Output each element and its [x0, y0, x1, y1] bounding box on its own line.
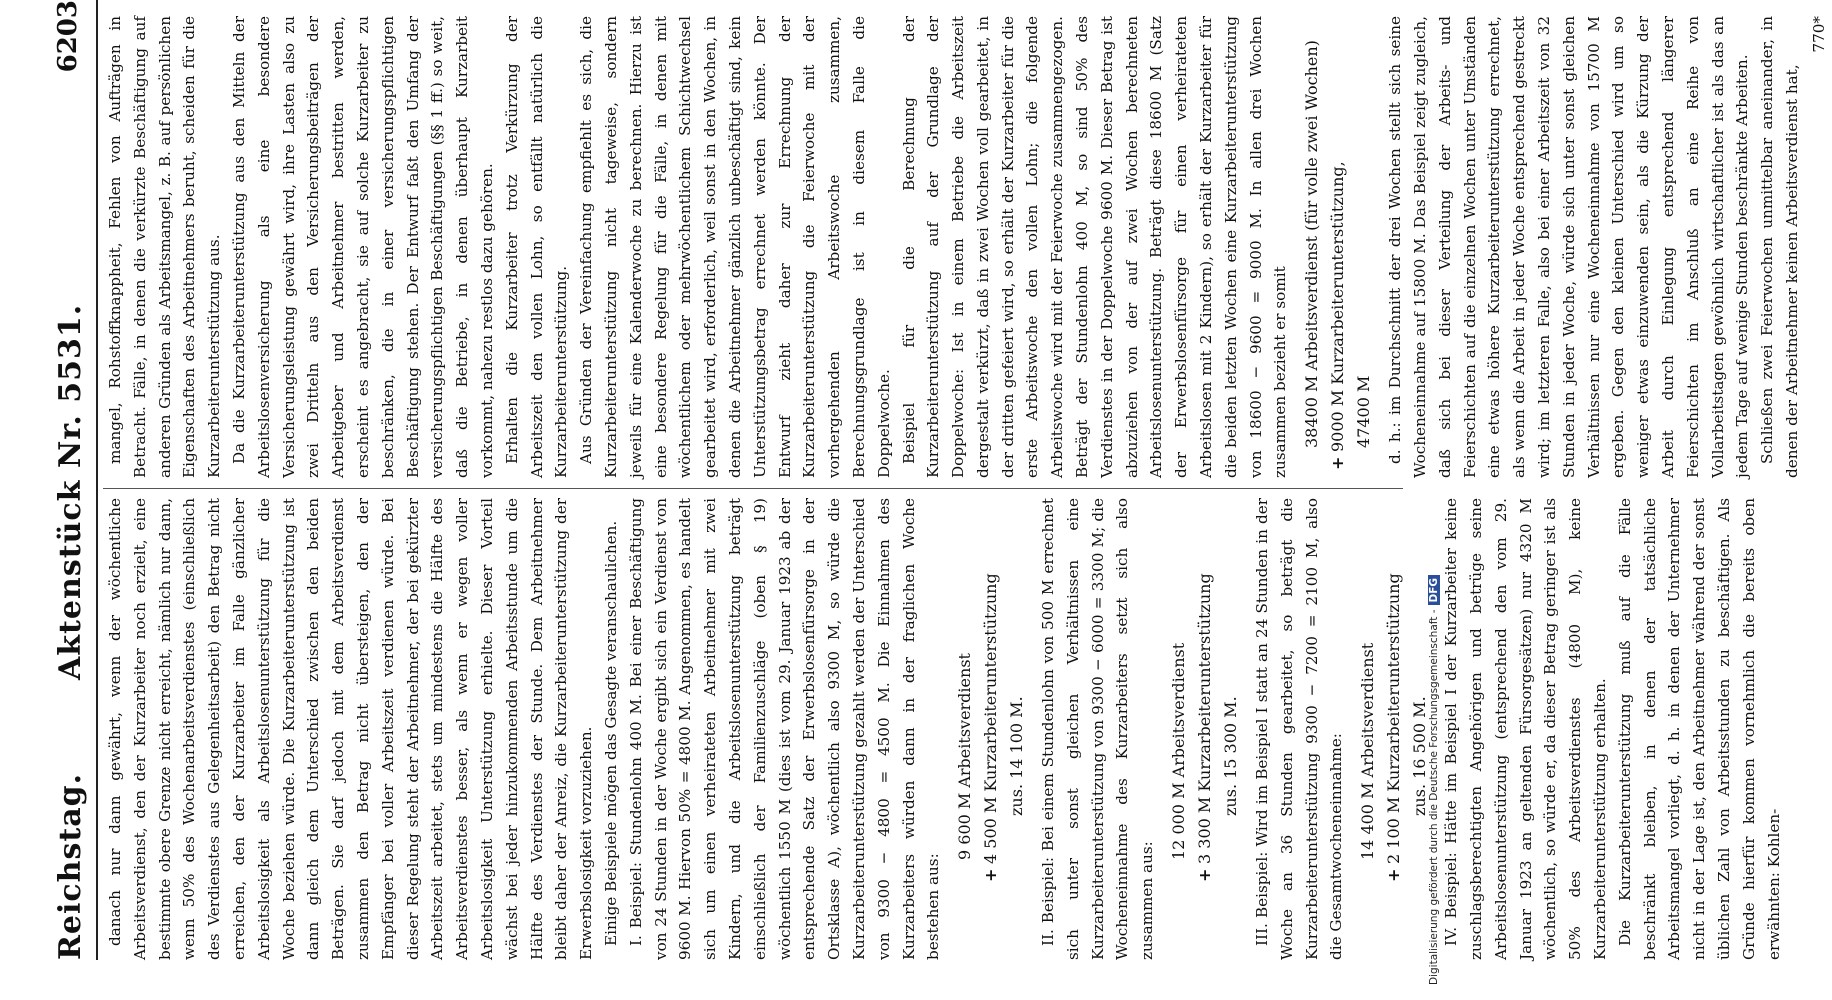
paragraph: I. Beispiel: Stundenlohn 400 M. Bei einer Beschäftigung von 24 Stunden in der Woche ergibt sich ein Verdienst von 9600 M. Hiervon 50% = 4800 M. Angenommen, es handelt sich um einen verheirateten Arbeitnehmer mit zwei Kindern, und die Arbeitslosenunterstützung beträgt einschließlich der Familienzuschläge (oben § 19) wöchentlich 1550 M (dies ist vom 29. Januar 1923 ab der entsprechende Satz der Erwerbslosenfürsorge in der Ortsklasse A), wöchentlich also 9300 M, so würde die Kurzarbeiterunterstützung gezahlt werden der Unterschied von 9300 − 4800 = 4500 M. Die Einnahmen des Kurzarbeiters würden dann in der fraglichen Woche bestehen aus: — [626, 498, 943, 960]
calc-sum: zus. 15 300 M. — [1221, 696, 1241, 816]
column-right — [103, 16, 1828, 478]
paragraph: III. Beispiel: Wird im Beispiel I statt an 24 Stunden in der Woche an 36 Stunden gearbeitet, so beträgt die Kurzarbeiterunterstützung 9300 − 7200 = 2100 M, also die Gesamtwocheneinnahme: — [1253, 498, 1346, 960]
paragraph: Beispiel für die Berechnung der Kurzarbeiterunterstützung auf der Grundlage der Doppelwoche: Ist in einem Betriebe die Arbeitszeit dergestalt verkürzt, daß in zwei Wochen voll gearbeitet, in der dritten gefeiert wird, so erhält der Kurzarbeiter für die erste Arbeitswoche den vollen Lohn; die folgende Arbeitswoche wird mit der Feierwoche zusammengezogen. Beträgt der Stundenlohn 400 M, so sind 50% des Verdienstes in der Doppelwoche 9600 M. Dieser Betrag ist abzuziehen von der auf zwei Wochen berechneten Arbeitslosenunterstützung. Beträgt diese 18600 M (Satz der Erwerbslosenfürsorge für einen verheirateten Arbeitslosen mit 2 Kindern), so erhält der Kurzarbeiter für die beiden letzten Wochen eine Kurzarbeiterunterstützung von 18600 − 9600 = 9000 M. In allen drei Wochen zusammen bezieht er somit — [899, 16, 1290, 478]
paragraph: Die Kurzarbeiterunterstützung muß auf die Fälle beschränkt bleiben, in denen der tatsächliche Arbeitsmangel vorliegt, d. h. in denen der Unternehmer nicht in der Lage ist, den Arbeitnehmer während der sonst üblichen Zahl von Arbeitsstunden zu beschäftigen. Als Gründe hierfür kommen vornehmlich die bereits oben erwähnten: Kohlen- — [1615, 498, 1783, 960]
calculation-doppelwoche — [1299, 16, 1377, 470]
paragraph: mangel, Rohstoffknappheit, Fehlen von Aufträgen in Betracht. Fälle, in denen die verkürzte Beschäftigung auf anderen Gründen als Arbeitsmangel, z. B. auf persönlichen Eigenschaften des Arbeitnehmers beruht, scheiden für die Kurzarbeiterunterstützung aus. — [106, 16, 224, 478]
paragraph: d. h.: im Durchschnitt der drei Wochen stellt sich seine Wocheneinnahme auf 15800 M. Das Beispiel zeigt zugleich, daß sich bei dieser Verteilung der Arbeits- und Feierschichten auf die einzelnen Wochen unter Umständen eine etwas höhere Kurzarbeiterunterstützung errechnet, als wenn die Arbeit in jeder Woche entsprechend gestreckt wird; im letzteren Falle, also bei einer Arbeitszeit von 32 Stunden in jeder Woche, würde sich unter sonst gleichen Verhältnissen nur eine Wocheneinnahme von 15700 M ergeben. Gegen den kleinen Unterschied wird um so weniger etwas einzuwenden sein, als die Kürzung der Arbeit durch Einlegung entsprechend längerer Feierschichten im Anschluß an eine Reihe von Vollarbeitstagen gewöhnlich wirtschaftlicher ist als das an jedem Tage auf wenige Stunden beschränkte Arbeiten. — [1386, 16, 1752, 478]
calc-line: 12 000 M Arbeitsverdienst — [1169, 642, 1189, 860]
calc-sum: zus. 14 100 M. — [1007, 696, 1027, 816]
plus-sign: + — [1328, 456, 1348, 470]
calculation-2 — [1166, 498, 1244, 882]
calc-line: 3 300 M Kurzarbeiterunterstützung — [1195, 573, 1215, 864]
note-text: Digitalisierung gefördert durch die Deutsche Forschungsgemeinschaft - — [1428, 609, 1440, 985]
calc-line: 9 600 M Arbeitsverdienst — [955, 653, 975, 860]
header-rule — [96, 0, 98, 960]
calc-sum: 47400 M — [1354, 375, 1374, 448]
page-number: 6203 — [53, 0, 83, 73]
plus-sign: + — [981, 868, 1001, 882]
calc-line-plus — [1325, 16, 1351, 470]
page-header — [45, 0, 95, 960]
plus-sign: + — [1195, 868, 1215, 882]
calc-line: 14 400 M Arbeitsverdienst — [1358, 642, 1378, 860]
paragraph: Aus Gründen der Vereinfachung empfiehlt es sich, die Kurzarbeiterunterstützung nicht tageweise, sondern jeweils für eine Kalenderwoche zu berechnen. Hierzu ist eine besondere Regelung für die Fälle, in denen mit wöchentlichem oder mehrwöchentlichem Schichtwechsel gearbeitet wird, erforderlich, weil sonst in den Wochen, in denen die Arbeitnehmer gänzlich unbeschäftigt sind, kein Unterstützungsbetrag errechnet werden könnte. Der Entwurf zieht daher zur Errechnung der Kurzarbeiterunterstützung die Feierwoche mit der vorhergehenden Arbeitswoche zusammen, Berechnungsgrundlage ist in diesem Falle die Doppelwoche. — [577, 16, 893, 478]
paragraph: Schließen zwei Feierwochen unmittelbar aneinander, in denen der Arbeitnehmer keinen Arbeitsverdienst hat, — [1758, 16, 1801, 478]
calc-sum: zus. 16 500 M. — [1410, 696, 1430, 816]
calc-line-plus — [1381, 498, 1407, 882]
calc-line: 4 500 M Kurzarbeiterunterstützung — [981, 573, 1001, 864]
calc-line: 38400 M Arbeitsverdienst (für volle zwei Wochen) — [1302, 40, 1322, 448]
dfg-logo: DFG — [1428, 575, 1440, 606]
paragraph: Einige Beispiele mögen das Gesagte veranschaulichen. — [601, 520, 620, 946]
digitization-note — [1412, 10, 1440, 990]
calculation-1 — [952, 498, 1030, 882]
paragraph: Erhalten die Kurzarbeiter trotz Verkürzung der Arbeitszeit den vollen Lohn, so entfällt natürlich die Kurzarbeiterunterstützung. — [502, 16, 571, 478]
calc-line-plus — [978, 498, 1004, 882]
header-title: Aktenstück Nr. 5531. — [53, 303, 88, 680]
plus-sign: + — [1384, 868, 1404, 882]
calc-line: 9000 M Kurzarbeiterunterstützung, — [1328, 161, 1348, 452]
calc-line: 2 100 M Kurzarbeiterunterstützung — [1384, 573, 1404, 864]
footer-number: 770* — [1809, 16, 1828, 53]
header-left: Reichstag. — [53, 772, 88, 960]
paragraph: danach nur dann gewährt, wenn der wöchentliche Arbeitsverdienst, den der Kurzarbeiter noch erzielt, eine bestimmte obere Grenze nicht erreicht, nämlich nur dann, wenn 50% des Wochenarbeitsverdienstes (einschließlich des Verdienstes aus Gelegenheitsarbeit) den Betrag nicht erreichen, den der Kurzarbeiter im Falle gänzlicher Arbeitslosigkeit als Arbeitslosenunterstützung für die Woche beziehen würde. Die Kurzarbeiterunterstützung ist dann gleich dem Unterschied zwischen den beiden Beträgen. Sie darf jedoch mit dem Arbeitsverdienst zusammen den Betrag nicht übersteigen, den der Empfänger bei voller Arbeitszeit verdienen würde. Bei dieser Regelung steht der Arbeitnehmer, der bei gekürzter Arbeitszeit arbeitet, stets um mindestens die Hälfte des Arbeitsverdienstes besser, als wenn er wegen voller Arbeitslosigkeit Unterstützung erhielte. Dieser Vorteil wächst bei jeder hinzukommenden Arbeitsstunde um die Hälfte des Verdienstes der Stunde. Dem Arbeitnehmer bleibt daher der Anreiz, die Kurzarbeiterunterstützung der Erwerbslosigkeit vorzuziehen. — [106, 498, 596, 960]
paragraph: II. Beispiel: Bei einem Stundenlohn von 500 M errechnet sich unter sonst gleichen Verhältnissen eine Kurzarbeiterunterstützung von 9300 − 6000 = 3300 M; die Wocheneinnahme des Kurzarbeiters setzt sich also zusammen aus: — [1039, 498, 1157, 960]
digitization-note-text — [1428, 5, 1440, 985]
calc-line-plus — [1192, 498, 1218, 882]
paragraph: Da die Kurzarbeiterunterstützung aus den Mitteln der Arbeitslosenversicherung als eine besondere Versicherungsleistung gewährt wird, ihre Lasten also zu zwei Dritteln aus den Versicherungsbeiträgen der Arbeitgeber und Arbeitnehmer bestritten werden, erscheint es angebracht, sie auf solche Kurzarbeiter zu beschränken, die in einer versicherungspflichtigen Beschäftigung stehen. Der Entwurf faßt den Umfang der versicherungspflichtigen Beschäftigungen (§§ 1 ff.) so weit, daß die Betriebe, in denen überhaupt Kurzarbeit vorkommt, nahezu restlos dazu gehören. — [229, 16, 496, 478]
paragraph: IV. Beispiel: Hätte im Beispiel I der Kurzarbeiter keine zuschlagsberechtigten Angehörigen und betrüge seine Arbeitslosenunterstützung (entsprechend den vom 29. Januar 1923 an geltenden Fürsorgesätzen) nur 4320 M wöchentlich, so würde er, da dieser Betrag geringer ist als 50% des Arbeitsverdienstes (4800 M), keine Kurzarbeiterunterstützung erhalten. — [1442, 498, 1610, 960]
column-divider — [103, 488, 1403, 489]
